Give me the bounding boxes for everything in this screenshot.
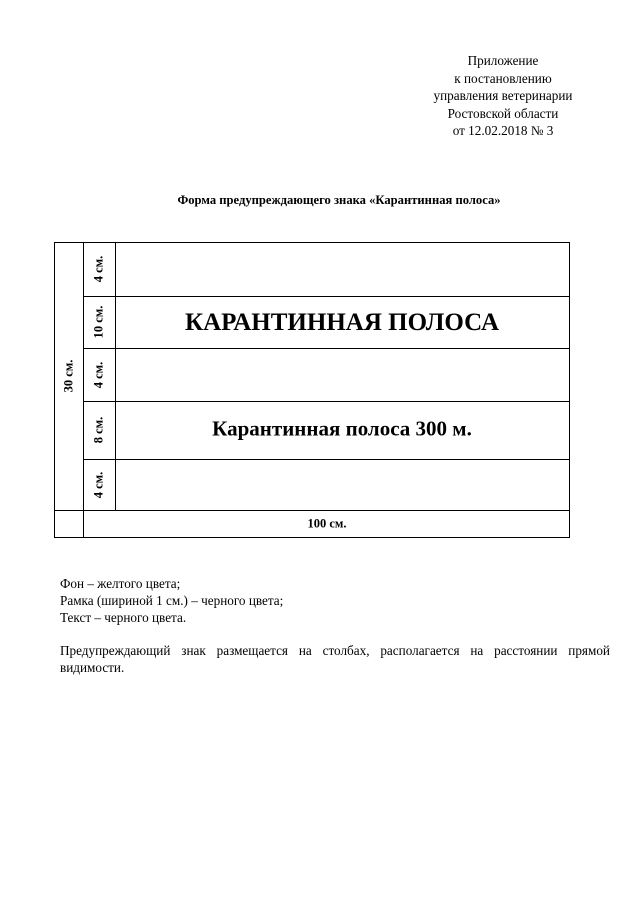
notes [60, 575, 610, 676]
appendix-header [418, 52, 588, 140]
row-height-label: 10 см. [91, 305, 106, 339]
note-background: Фон – желтого цвета; [60, 576, 181, 591]
sign-secondary-text: Карантинная полоса 300 м. [212, 416, 472, 441]
row-height-label: 4 см. [91, 255, 106, 283]
sign-table-grid [54, 242, 570, 538]
appendix-line: Ростовской области [447, 105, 559, 121]
sign-main-text: КАРАНТИННАЯ ПОЛОСА [184, 309, 500, 336]
note-placement: Предупреждающий знак размещается на столбах, располагается на расстоянии прямой видимости. [60, 643, 610, 675]
note-frame: Рамка (шириной 1 см.) – черного цвета; [60, 593, 284, 608]
sign-table [54, 242, 570, 538]
row-height-label: 4 см. [91, 471, 106, 499]
appendix-line: управления ветеринарии [433, 88, 573, 104]
note-text-color: Текст – черного цвета. [60, 610, 187, 625]
total-height-label: 30 см. [61, 359, 76, 393]
appendix-line: от 12.02.2018 № 3 [452, 123, 554, 139]
appendix-line: к постановлению [454, 70, 552, 86]
row-height-label: 8 см. [91, 416, 106, 444]
appendix-line: Приложение [467, 53, 539, 68]
width-label: 100 см. [307, 516, 347, 531]
row-height-label: 4 см. [91, 361, 106, 389]
form-title: Форма предупреждающего знака «Карантинная полоса» [177, 193, 501, 207]
